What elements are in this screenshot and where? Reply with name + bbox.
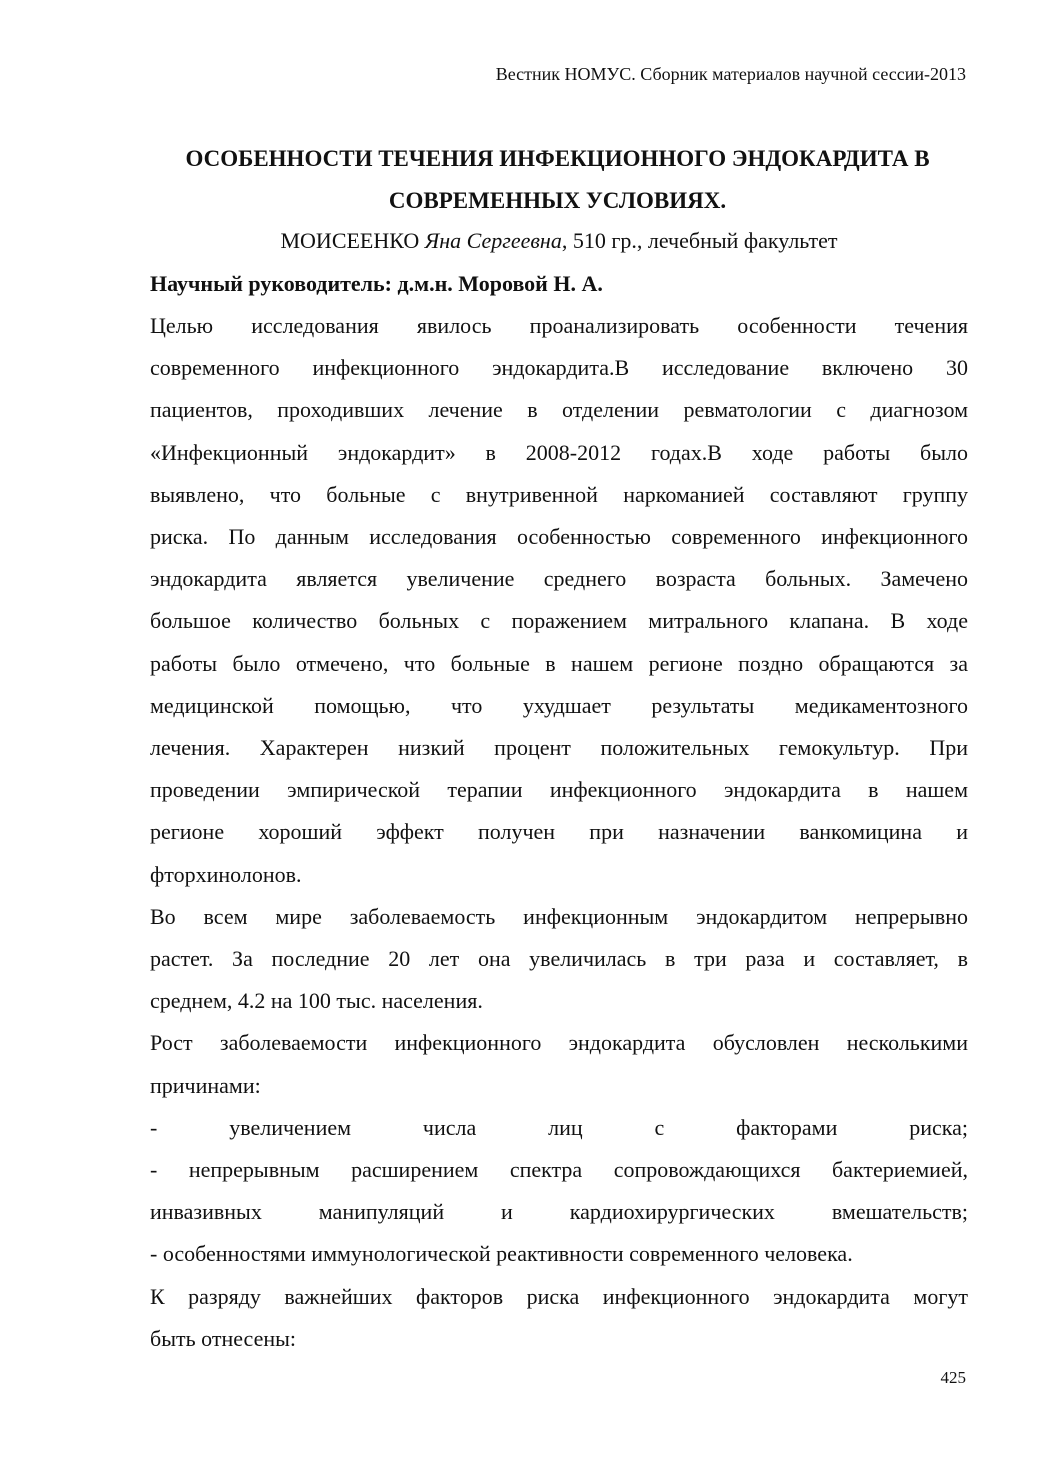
paragraph-last-line: причинами: <box>150 1072 261 1098</box>
paragraph-line: пациентов, проходивших лечение в отделении ревматологии с диагнозом <box>150 397 968 423</box>
paragraph-line: Во всем мире заболеваемость инфекционным эндокардитом непрерывно <box>150 903 968 929</box>
paragraph-line: - непрерывным расширением спектра сопровождающихся бактериемией, <box>150 1157 968 1183</box>
running-header: Вестник НОМУС. Сборник материалов научной сессии-2013 <box>495 64 966 84</box>
paragraph-line: «Инфекционный эндокардит» в 2008-2012 годах.В ходе работы было <box>150 439 968 465</box>
paragraph-line: регионе хороший эффект получен при назначении ванкомицина и <box>150 819 968 845</box>
paragraph-line: эндокардита является увеличение среднего возраста больных. Замечено <box>150 566 968 592</box>
article-title-line: ОСОБЕННОСТИ ТЕЧЕНИЯ ИНФЕКЦИОННОГО ЭНДОКАРДИТА В <box>185 146 930 171</box>
body-paragraph <box>150 305 968 896</box>
paragraph-last-line: среднем, 4.2 на 100 тыс. населения. <box>150 988 483 1014</box>
paragraph-line: проведении эмпирической терапии инфекционного эндокардита в нашем <box>150 777 968 803</box>
paragraph-line: выявлено, что больные с внутривенной наркоманией составляют группу <box>150 481 968 507</box>
article-title <box>100 138 1015 222</box>
paragraph-line: растет. За последние 20 лет она увеличилась в три раза и составляет, в <box>150 946 968 972</box>
paragraph-line: - увеличением числа лиц с факторами риска; <box>150 1114 968 1140</box>
author-affiliation: , 510 гр., лечебный факультет <box>561 228 838 253</box>
paragraph-last-line: быть отнесены: <box>150 1325 296 1351</box>
paragraph-line: К разряду важнейших факторов риска инфекционного эндокардита могут <box>150 1283 968 1309</box>
body-paragraph <box>150 1107 968 1276</box>
paragraph-line: работы было отмечено, что больные в нашем регионе поздно обращаются за <box>150 650 968 676</box>
supervisor-line: Научный руководитель: д.м.н. Моровой Н. А. <box>150 271 603 296</box>
page-number: 425 <box>940 1368 966 1387</box>
body-paragraph <box>150 896 968 1023</box>
paragraph-line: Целью исследования явилось проанализировать особенности течения <box>150 313 968 338</box>
paragraph-line: риска. По данным исследования особенностью современного инфекционного <box>150 524 968 550</box>
article-body <box>150 305 968 1360</box>
author-given-name: Яна Сергеевна <box>424 228 562 253</box>
paragraph-line: большое количество больных с поражением митрального клапана. В ходе <box>150 608 968 634</box>
paragraph-line: инвазивных манипуляций и кардиохирургических вмешательств; <box>150 1199 968 1225</box>
author-line <box>150 223 968 259</box>
paragraph-line: лечения. Характерен низкий процент положительных гемокультур. При <box>150 735 968 761</box>
paragraph-line: медицинской помощью, что ухудшает результаты медикаментозного <box>150 692 968 718</box>
paragraph-last-line: - особенностями иммунологической реактивности современного человека. <box>150 1241 853 1267</box>
body-paragraph <box>150 1276 968 1360</box>
article-title-line: СОВРЕМЕННЫХ УСЛОВИЯХ. <box>388 188 727 213</box>
paragraph-line: современного инфекционного эндокардита.В исследование включено 30 <box>150 355 968 381</box>
paragraph-last-line: фторхинолонов. <box>150 861 302 887</box>
body-paragraph <box>150 1022 968 1106</box>
paragraph-line: Рост заболеваемости инфекционного эндокардита обусловлен несколькими <box>150 1030 968 1056</box>
author-surname: МОИСЕЕНКО <box>280 228 425 253</box>
